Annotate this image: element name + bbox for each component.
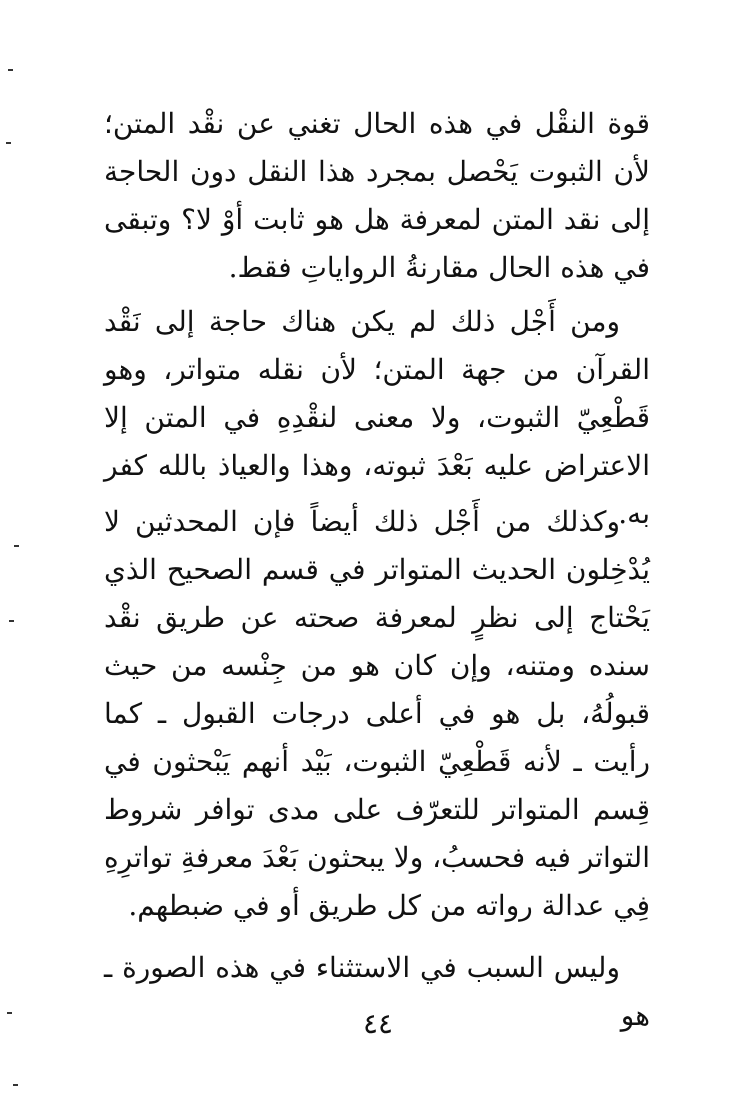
paragraph-2: ومن أَجْل ذلك لم يكن هناك حاجة إلى نَقْد القرآن من جهة المتن؛ لأن نقله متواتر، وهو قَطْعِيّ الثبوت، ولا معنى لنقْدِهِ في المتن إلا الاعتراض عليه بَعْدَ ثبوته، وهذا والعياذ بالله كفر به. xyxy=(104,305,650,530)
scan-mark xyxy=(8,69,13,71)
paragraph-4: وليس السبب في الاستثناء في هذه الصورة ـ هو xyxy=(104,951,650,1032)
paragraph-1: قوة النقْل في هذه الحال تغني عن نقْد المتن؛ لأن الثبوت يَحْصل بمجرد هذا النقل دون الحاجة إلى نقد المتن لمعرفة هل هو ثابت أوْ لا؟ وتبقى في هذه الحال مقارنةُ الرواياتِ فقط. xyxy=(104,107,650,284)
page-number: ٤٤ xyxy=(362,1007,394,1040)
paragraph-1-container xyxy=(104,100,650,292)
scan-mark xyxy=(9,620,14,622)
paragraph-3-container xyxy=(104,498,650,930)
scan-mark xyxy=(14,545,19,547)
scan-mark xyxy=(13,1084,18,1086)
paragraph-3: وكذلك من أَجْل ذلك أيضاً فإن المحدثين لا يُدْخِلون الحديث المتواتر في قسم الصحيح الذي يَحْتاج إلى نظرٍ لمعرفة صحته عن طريق نقْد سنده ومتنه، وإن كان هو من جِنْسه من حيث قبولُهُ، بل هو في أعلى درجات القبول ـ كما رأيت ـ لأنه قَطْعِيّ الثبوت، بَيْد أنهم يَبْحثون في قِسم المتواتر للتعرّف على مدى توافر شروط التواتر فيه فحسبُ، ولا يبحثون بَعْدَ معرفةِ تواترِهِ فِي عدالة رواته من كل طريق أو في ضبطهم. xyxy=(104,505,650,922)
scan-mark xyxy=(6,142,11,144)
